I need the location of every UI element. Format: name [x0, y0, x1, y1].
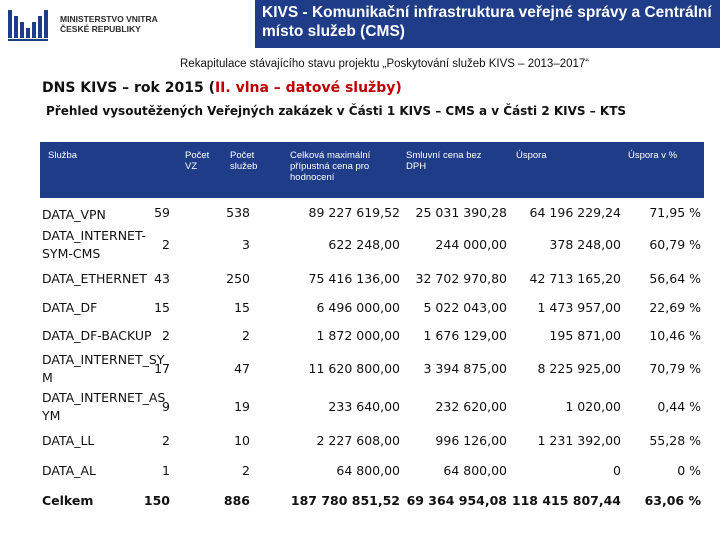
cell-max: 89 227 619,52	[308, 205, 400, 220]
cell-vz: 2	[162, 237, 170, 252]
service-name: DATA_INTERNET- SYM-CMS	[42, 228, 146, 261]
cell-vz: 9	[162, 399, 170, 414]
table-row	[40, 226, 704, 264]
table-caption: Přehled vysoutěžených Veřejných zakázek v Části 1 KIVS – CMS a v Části 2 KIVS – KTS	[46, 104, 627, 118]
cell-vz: 59	[154, 205, 170, 220]
header-savings-pct: Úspora v %	[628, 150, 678, 161]
service-name: Celkem	[42, 493, 94, 508]
cell-contract: 1 676 129,00	[423, 328, 507, 343]
cell-vz: 43	[154, 271, 170, 286]
logo-line-2: ČESKÉ REPUBLIKY	[60, 24, 141, 34]
cell-savings: 1 020,00	[565, 399, 621, 414]
cell-pct: 71,95 %	[649, 205, 701, 220]
cell-max: 2 227 608,00	[316, 433, 400, 448]
service-name: DATA_LL	[42, 433, 95, 448]
cell-savings: 378 248,00	[549, 237, 621, 252]
cell-savings: 0	[613, 463, 621, 478]
page-title: KIVS - Komunikační infrastruktura veřejné správy a Centrální místo služeb (CMS)	[262, 4, 712, 40]
header-service: Služba	[48, 150, 78, 161]
cell-savings: 118 415 807,44	[511, 493, 621, 508]
cell-max: 1 872 000,00	[316, 328, 400, 343]
table-row	[40, 350, 704, 388]
cell-vz: 17	[154, 361, 170, 376]
section-title-suffix: )	[395, 80, 402, 96]
cell-savings: 1 231 392,00	[537, 433, 621, 448]
cell-savings: 1 473 957,00	[537, 300, 621, 315]
cell-savings: 195 871,00	[549, 328, 621, 343]
section-title-highlight: II. vlna – datové služby	[214, 80, 396, 96]
cell-count: 886	[223, 493, 250, 508]
cell-savings: 64 196 229,24	[529, 205, 621, 220]
cell-count: 538	[226, 205, 250, 220]
cell-pct: 55,28 %	[649, 433, 701, 448]
header-vz-count: Počet VZ	[185, 150, 210, 172]
ministry-emblem-icon	[6, 6, 54, 42]
cell-pct: 10,46 %	[649, 328, 701, 343]
service-name: DATA_ETHERNET	[42, 271, 147, 286]
cell-count: 47	[234, 361, 250, 376]
service-name: DATA_INTERNET_SY M	[42, 352, 165, 385]
cell-pct: 0,44 %	[657, 399, 701, 414]
service-name: DATA_AL	[42, 463, 96, 478]
cell-contract: 25 031 390,28	[415, 205, 507, 220]
cell-vz: 1	[162, 463, 170, 478]
header-max-price: Celková maximální přípustná cena pro hodnocení	[290, 150, 371, 183]
section-title-prefix: DNS KIVS – rok 2015 (	[42, 80, 215, 96]
cell-max: 233 640,00	[328, 399, 400, 414]
cell-count: 15	[234, 300, 250, 315]
service-name: DATA_DF-BACKUP	[42, 328, 152, 343]
service-name: DATA_DF	[42, 300, 98, 315]
cell-vz: 2	[162, 433, 170, 448]
section-title	[42, 80, 402, 96]
cell-count: 2	[242, 328, 250, 343]
cell-contract: 996 126,00	[435, 433, 507, 448]
ministry-logo	[0, 0, 255, 48]
cell-contract: 69 364 954,08	[406, 493, 507, 508]
cell-count: 19	[234, 399, 250, 414]
table-row	[40, 294, 704, 322]
cell-vz: 2	[162, 328, 170, 343]
table-row	[40, 456, 704, 486]
cell-vz: 150	[143, 493, 170, 508]
cell-count: 10	[234, 433, 250, 448]
table-row	[40, 264, 704, 294]
cell-pct: 22,69 %	[649, 300, 701, 315]
cell-contract: 232 620,00	[435, 399, 507, 414]
table-row	[40, 200, 704, 226]
cell-pct: 70,79 %	[649, 361, 701, 376]
cell-contract: 32 702 970,80	[415, 271, 507, 286]
cell-pct: 60,79 %	[649, 237, 701, 252]
cell-pct: 0 %	[677, 463, 701, 478]
cell-pct: 63,06 %	[644, 493, 701, 508]
table-row	[40, 322, 704, 350]
cell-count: 3	[242, 237, 250, 252]
cell-max: 11 620 800,00	[308, 361, 400, 376]
header-service-count: Počet služeb	[230, 150, 258, 172]
cell-max: 6 496 000,00	[316, 300, 400, 315]
table-header	[40, 142, 704, 198]
cell-max: 622 248,00	[328, 237, 400, 252]
cell-contract: 244 000,00	[435, 237, 507, 252]
cell-contract: 3 394 875,00	[423, 361, 507, 376]
cell-contract: 5 022 043,00	[423, 300, 507, 315]
table-row	[40, 426, 704, 456]
service-name: DATA_INTERNET_AS YM	[42, 390, 166, 423]
cell-count: 250	[226, 271, 250, 286]
logo-line-1: MINISTERSTVO VNITRA	[60, 14, 158, 24]
cell-savings: 8 225 925,00	[537, 361, 621, 376]
cell-count: 2	[242, 463, 250, 478]
cell-savings: 42 713 165,20	[529, 271, 621, 286]
cell-vz: 15	[154, 300, 170, 315]
subtitle: Rekapitulace stávajícího stavu projektu „Poskytování služeb KIVS – 2013–2017“	[180, 58, 590, 70]
cell-max: 64 800,00	[336, 463, 400, 478]
header-contract-price: Smluvní cena bez DPH	[406, 150, 482, 172]
header-savings: Úspora	[516, 150, 547, 161]
cell-max: 187 780 851,52	[290, 493, 400, 508]
service-name: DATA_VPN	[42, 207, 106, 222]
table-row	[40, 388, 704, 426]
cell-contract: 64 800,00	[443, 463, 507, 478]
cell-max: 75 416 136,00	[308, 271, 400, 286]
table-total-row	[40, 486, 704, 516]
cell-pct: 56,64 %	[649, 271, 701, 286]
